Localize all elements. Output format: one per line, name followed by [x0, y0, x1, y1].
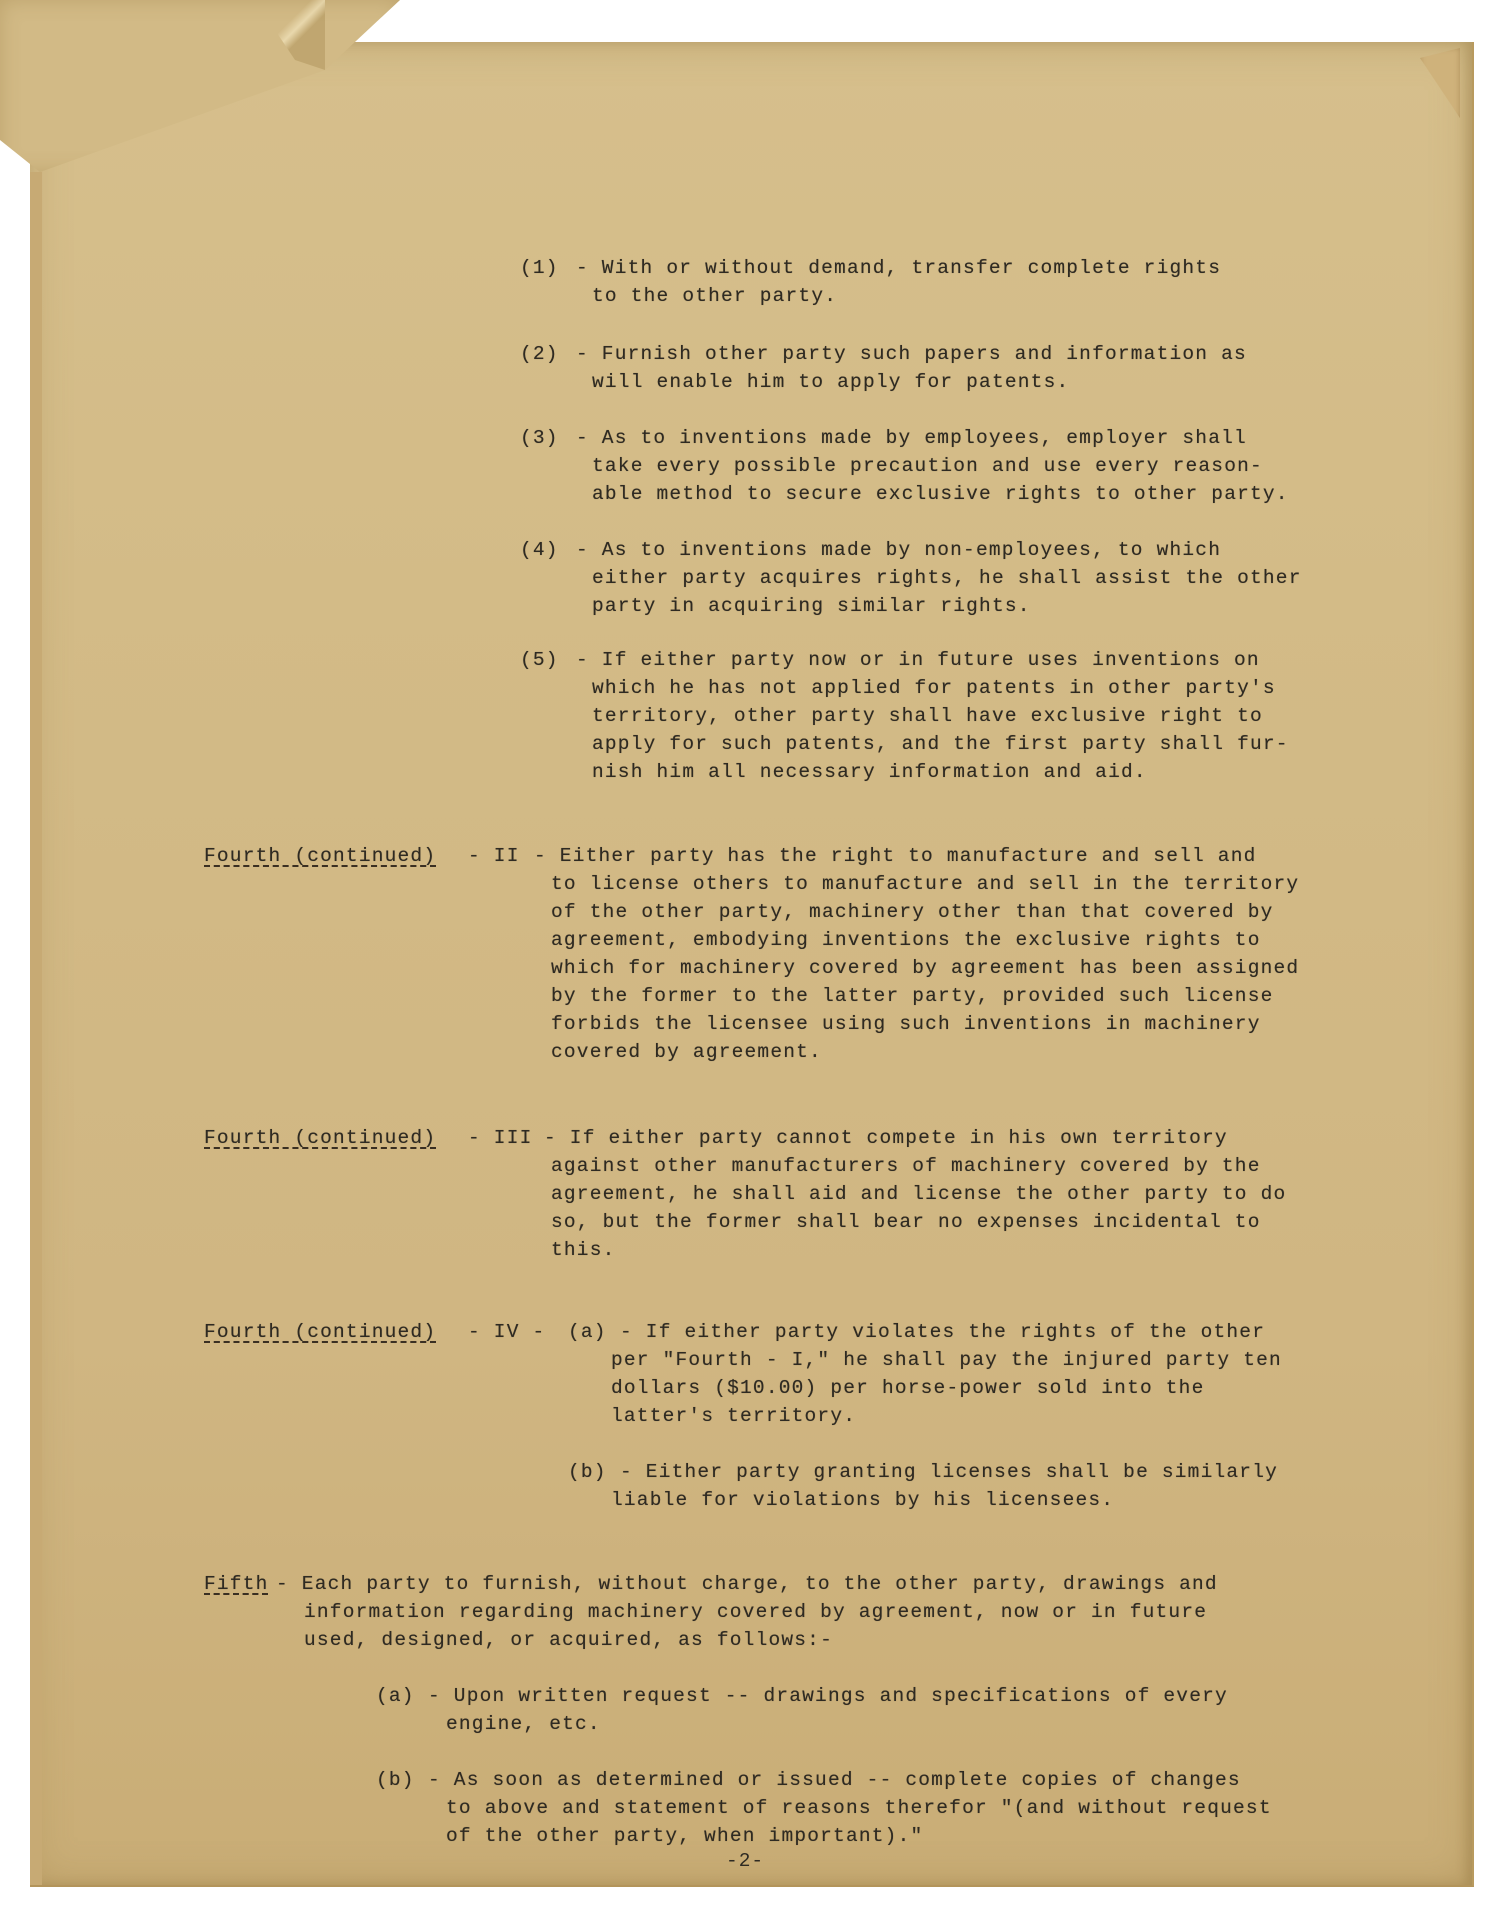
section-line: - Each party to furnish, without charge, to the other party, drawings and	[276, 1573, 1218, 1595]
page-edge	[30, 172, 42, 1885]
section-heading: Fourth (continued)	[204, 1321, 437, 1343]
section-line: of the other party, machinery other than that covered by	[551, 901, 1274, 923]
list-item-label: (1)	[520, 257, 559, 279]
subitem-line: latter's territory.	[611, 1405, 857, 1427]
list-item-line: nish him all necessary information and aid.	[592, 761, 1147, 783]
subitem-label: (b)	[376, 1769, 415, 1791]
list-item-line: will enable him to apply for patents.	[592, 371, 1070, 393]
section-line: forbids the licensee using such inventions in machinery	[551, 1013, 1261, 1035]
section-line: used, designed, or acquired, as follows:-	[304, 1629, 833, 1651]
subitem-line: - As soon as determined or issued -- complete copies of changes	[428, 1769, 1241, 1791]
section-line: - If either party cannot compete in his own territory	[544, 1127, 1228, 1149]
list-item-line: - As to inventions made by non-employees, to which	[576, 539, 1222, 561]
page-number: -2-	[726, 1850, 765, 1872]
section-line: information regarding machinery covered by agreement, now or in future	[304, 1601, 1208, 1623]
section-line: against other manufacturers of machinery covered by the	[551, 1155, 1261, 1177]
subitem-line: dollars ($10.00) per horse-power sold into the	[611, 1377, 1205, 1399]
list-item-line: - If either party now or in future uses inventions on	[576, 649, 1260, 671]
section-line: agreement, embodying inventions the exclusive rights to	[551, 929, 1261, 951]
subitem-line: - Either party granting licenses shall be similarly	[620, 1461, 1278, 1483]
subitem-label: (a)	[568, 1321, 607, 1343]
section-heading: Fifth	[204, 1573, 269, 1595]
section-numeral: - IV -	[468, 1321, 546, 1343]
list-item-line: apply for such patents, and the first party shall fur-	[592, 733, 1289, 755]
list-item-line: - With or without demand, transfer complete rights	[576, 257, 1222, 279]
subitem-line: of the other party, when important)."	[446, 1825, 924, 1847]
section-line: agreement, he shall aid and license the other party to do	[551, 1183, 1287, 1205]
subitem-line: per "Fourth - I," he shall pay the injured party ten	[611, 1349, 1282, 1371]
list-item-line: - As to inventions made by employees, employer shall	[576, 427, 1247, 449]
section-line: covered by agreement.	[551, 1041, 822, 1063]
subitem-line: engine, etc.	[446, 1713, 601, 1735]
list-item-line: which he has not applied for patents in other party's	[592, 677, 1276, 699]
list-item-line: take every possible precaution and use every reason-	[592, 455, 1263, 477]
subitem-line: - Upon written request -- drawings and specifications of every	[428, 1685, 1228, 1707]
section-line: - Either party has the right to manufacture and sell and	[534, 845, 1257, 867]
list-item-line: party in acquiring similar rights.	[592, 595, 1031, 617]
subitem-line: - If either party violates the rights of the other	[620, 1321, 1266, 1343]
list-item-label: (4)	[520, 539, 559, 561]
section-line: so, but the former shall bear no expenses incidental to	[551, 1211, 1261, 1233]
list-item-line: territory, other party shall have exclusive right to	[592, 705, 1263, 727]
section-line: by the former to the latter party, provided such license	[551, 985, 1274, 1007]
subitem-label: (a)	[376, 1685, 415, 1707]
list-item-line: either party acquires rights, he shall assist the other	[592, 567, 1302, 589]
section-heading: Fourth (continued)	[204, 1127, 437, 1149]
section-numeral: - III	[468, 1127, 533, 1149]
list-item-line: to the other party.	[592, 285, 838, 307]
subitem-label: (b)	[568, 1461, 607, 1483]
subitem-line: to above and statement of reasons therefor "(and without request	[446, 1797, 1272, 1819]
section-line: which for machinery covered by agreement has been assigned	[551, 957, 1300, 979]
section-numeral: - II	[468, 845, 520, 867]
section-heading: Fourth (continued)	[204, 845, 437, 867]
list-item-label: (3)	[520, 427, 559, 449]
subitem-line: liable for violations by his licensees.	[611, 1489, 1115, 1511]
list-item-line: able method to secure exclusive rights to other party.	[592, 483, 1289, 505]
list-item-line: - Furnish other party such papers and information as	[576, 343, 1247, 365]
list-item-label: (2)	[520, 343, 559, 365]
section-line: to license others to manufacture and sell in the territory	[551, 873, 1300, 895]
section-line: this.	[551, 1239, 616, 1261]
list-item-label: (5)	[520, 649, 559, 671]
